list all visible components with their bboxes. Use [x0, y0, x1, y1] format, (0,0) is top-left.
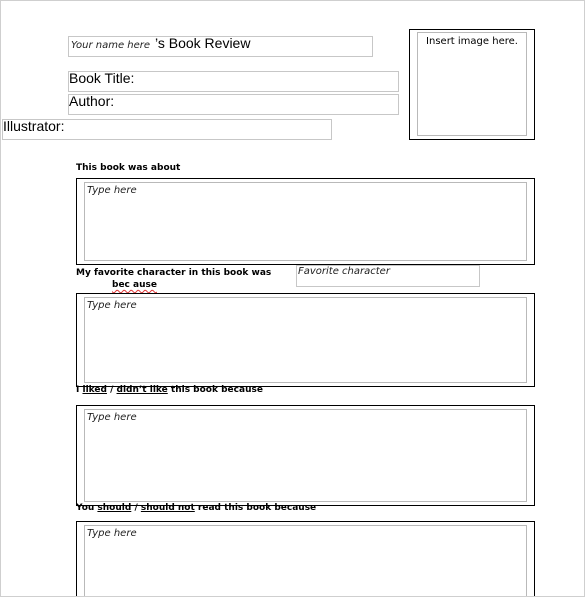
didnt-like-option: didn’t like: [116, 385, 168, 395]
should-box: [76, 521, 535, 597]
liked-separator: /: [106, 385, 117, 395]
about-placeholder[interactable]: Type here: [87, 185, 137, 196]
book-title-label: Book Title:: [69, 70, 135, 86]
liked-label: [76, 385, 263, 395]
should-label: [76, 503, 316, 513]
favorite-label: My favorite character in this book was: [76, 268, 272, 278]
favorite-box: [76, 293, 535, 387]
image-frame[interactable]: [409, 29, 535, 140]
name-placeholder[interactable]: Your name here: [71, 40, 151, 51]
should-placeholder[interactable]: Type here: [87, 528, 137, 539]
liked-option: liked: [82, 385, 107, 395]
review-title-suffix: ’s Book Review: [155, 35, 251, 51]
liked-prefix: I: [76, 385, 83, 395]
liked-box: [76, 405, 535, 506]
image-placeholder-box[interactable]: [417, 32, 527, 136]
about-label: This book was about: [76, 163, 181, 173]
illustrator-label: Illustrator:: [3, 118, 65, 134]
book-title-field[interactable]: [68, 71, 399, 92]
favorite-character-placeholder[interactable]: Favorite character: [298, 266, 390, 277]
liked-placeholder[interactable]: Type here: [87, 412, 137, 423]
author-label: Author:: [69, 93, 115, 109]
liked-text-area[interactable]: [84, 409, 527, 502]
favorite-placeholder[interactable]: Type here: [87, 300, 137, 311]
should-suffix: read this book because: [194, 503, 317, 513]
author-field[interactable]: [68, 94, 399, 115]
illustrator-field[interactable]: [2, 119, 332, 140]
about-box: [76, 178, 535, 265]
favorite-character-field[interactable]: [296, 265, 480, 287]
should-not-option: should not: [140, 503, 195, 513]
should-prefix: You: [76, 503, 98, 513]
because-text: bec ause: [112, 280, 157, 290]
because-label: [112, 280, 157, 290]
image-placeholder-text: Insert image here.: [426, 36, 518, 47]
favorite-text-area[interactable]: [84, 297, 527, 383]
should-text-area[interactable]: [84, 525, 527, 597]
title-field[interactable]: [68, 36, 373, 57]
about-text-area[interactable]: [84, 182, 527, 261]
liked-suffix: this book because: [167, 385, 263, 395]
should-option: should: [97, 503, 132, 513]
should-separator: /: [131, 503, 141, 513]
